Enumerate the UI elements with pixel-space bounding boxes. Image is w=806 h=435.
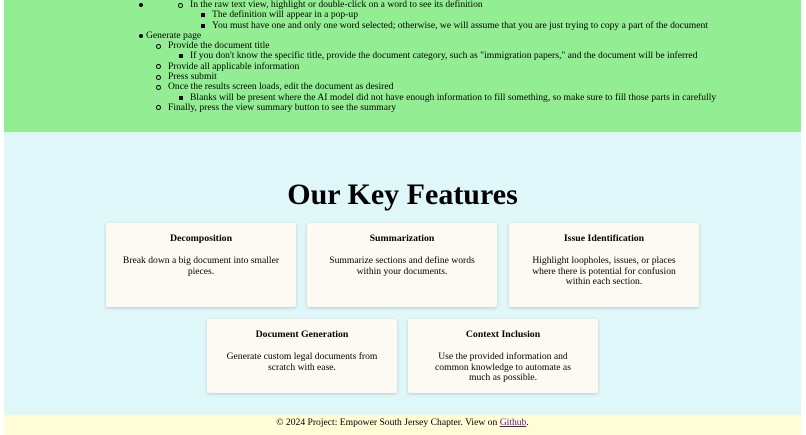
list-item-text: Provide the document title	[168, 40, 270, 52]
feature-card-title: Decomposition	[169, 233, 233, 244]
list-item-text: Once the results screen loads, edit the document as desired	[168, 81, 394, 93]
feature-card-description: Highlight loopholes, issues, or places where there is potential for confusion within each section.	[532, 255, 676, 287]
feature-card-title: Issue Identification	[563, 233, 645, 244]
list-item-text: Press submit	[168, 71, 217, 83]
feature-card-description: Use the provided information and common knowledge to automate as much as possible.	[435, 351, 571, 383]
list-item	[168, 103, 801, 113]
feature-card-description: Summarize sections and define words within your documents.	[329, 255, 475, 277]
feature-card-document-generation	[207, 319, 397, 393]
list-item-text: If you don't know the specific title, provide the document category, such as "immigration papers," and the document will be inferred	[190, 50, 698, 62]
footer-text: © 2024 Project: Empower South Jersey Chapter. View on	[276, 417, 500, 428]
list-item-raw-text	[4, 0, 801, 31]
list-item-text: Provide all applicable information	[168, 60, 300, 72]
list-item	[168, 82, 801, 103]
generate-steps-list	[146, 41, 801, 113]
feature-card-summarization	[307, 223, 497, 307]
footer	[4, 415, 801, 435]
instructions-list	[4, 0, 801, 113]
feature-card-title: Document Generation	[255, 329, 349, 340]
feature-card-description: Generate custom legal documents from scratch with ease.	[226, 351, 378, 373]
list-item-text: The definition will appear in a pop-up	[212, 9, 358, 21]
features-section	[4, 132, 801, 415]
list-item-text: Blanks will be present where the AI model did not have enough information to fill something, so make sure to fill those parts in carefully	[190, 91, 717, 103]
github-link[interactable]: Github	[499, 417, 527, 428]
sub-list	[168, 0, 801, 31]
list-item-text: In the raw text view, highlight or double-click on a word to see its definition	[190, 0, 483, 10]
list-item-generate-page	[4, 31, 801, 113]
instructions-section	[4, 0, 801, 132]
list-item	[212, 21, 801, 31]
list-item-text: You must have one and only one word selected; otherwise, we will assume that you are just trying to copy a part of the document	[212, 19, 708, 31]
sub-sub-list	[190, 10, 801, 31]
list-item	[168, 41, 801, 62]
features-title: Our Key Features	[287, 178, 518, 211]
feature-card-description: Break down a big document into smaller pieces.	[122, 255, 280, 277]
list-item-text: Generate page	[146, 29, 202, 41]
feature-card-context-inclusion	[408, 319, 598, 393]
feature-card-title: Summarization	[369, 233, 435, 244]
list-item	[190, 0, 801, 31]
feature-card-title: Context Inclusion	[465, 329, 541, 340]
feature-card-issue-identification	[509, 223, 699, 307]
footer-end: .	[526, 417, 529, 428]
feature-card-decomposition	[106, 223, 296, 307]
list-item	[168, 62, 801, 72]
list-item-text: Finally, press the view summary button to see the summary	[168, 101, 396, 113]
